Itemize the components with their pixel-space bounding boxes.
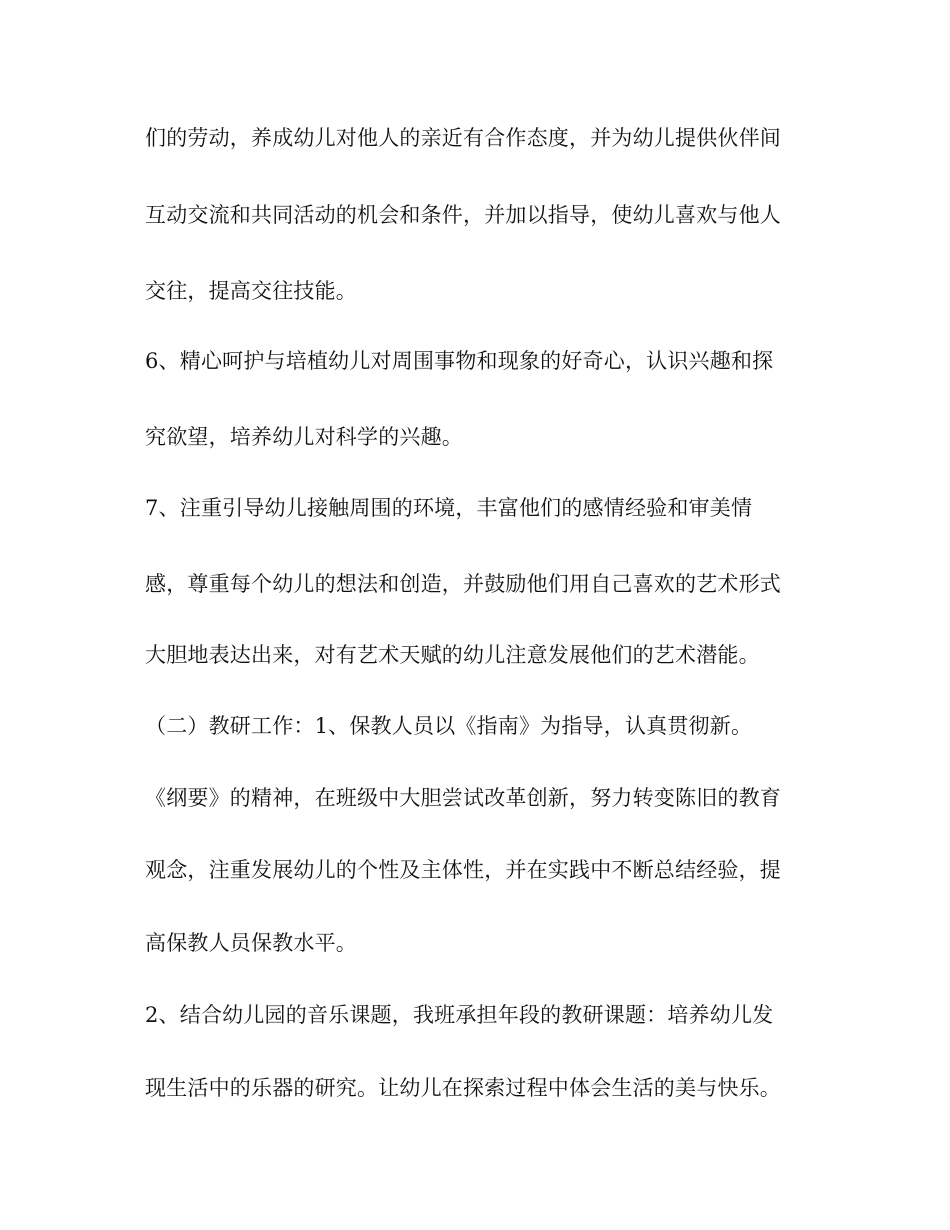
text-line: 2、结合幼儿园的音乐课题，我班承担年段的教研课题：培养幼儿发	[145, 1003, 774, 1027]
text-line: 《纲要》的精神，在班级中大胆尝试改革创新，努力转变陈旧的教育	[145, 786, 781, 810]
text-line: （二）教研工作：1、保教人员以《指南》为指导，认真贯彻新。	[145, 714, 753, 738]
text-line: 互动交流和共同活动的机会和条件，并加以指导，使幼儿喜欢与他人	[145, 203, 781, 227]
text-line: 7、注重引导幼儿接触周围的环境，丰富他们的感情经验和审美情	[145, 496, 753, 520]
text-line: 高保教人员保教水平。	[145, 931, 357, 955]
text-line: 感，尊重每个幼儿的想法和创造，并鼓励他们用自己喜欢的艺术形式	[145, 572, 781, 596]
text-line: 大胆地表达出来，对有艺术天赋的幼儿注意发展他们的艺术潜能。	[145, 643, 760, 667]
text-line: 们的劳动，养成幼儿对他人的亲近有合作态度，并为幼儿提供伙伴间	[145, 126, 781, 150]
text-line: 现生活中的乐器的研究。让幼儿在探索过程中体会生活的美与快乐。	[145, 1076, 781, 1100]
text-line: 6、精心呵护与培植幼儿对周围事物和现象的好奇心，认识兴趣和探	[145, 349, 774, 373]
text-line: 究欲望，培养幼儿对科学的兴趣。	[145, 425, 463, 449]
text-line: 交往，提高交往技能。	[145, 279, 357, 303]
text-line: 观念，注重发展幼儿的个性及主体性，并在实践中不断总结经验，提	[145, 858, 781, 882]
